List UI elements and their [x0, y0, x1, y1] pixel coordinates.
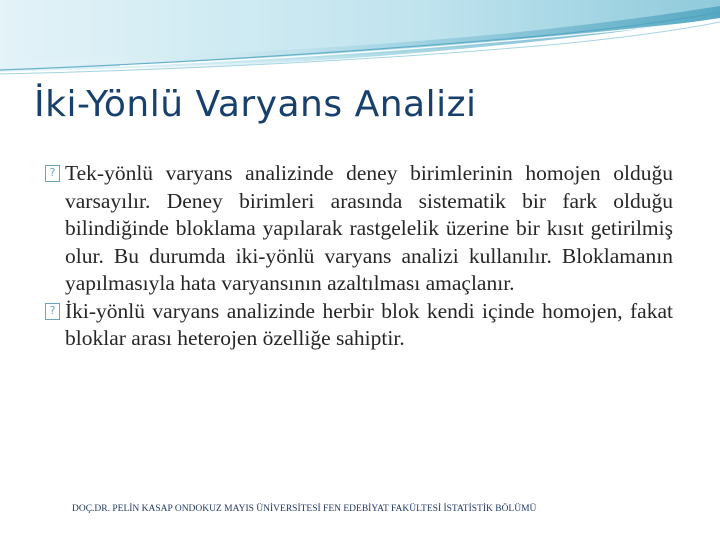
slide-footer: DOÇ.DR. PELİN KASAP ONDOKUZ MAYIS ÜNİVERSİTESİ FEN EDEBİYAT FAKÜLTESİ İSTATİSTİK BÖLÜMÜ — [72, 504, 537, 514]
bullet-item — [45, 160, 673, 298]
bullet-text: İki-yönlü varyans analizinde herbir blok kendi içinde homojen, fakat bloklar arası heterojen özelliğe sahiptir. — [65, 298, 673, 350]
bullet-text: Tek-yönlü varyans analizinde deney birimlerinin homojen olduğu varsayılır. Deney birimleri arasında sistematik bir fark olduğu bilindiğinde bloklama yapılarak rastgelelik üzerine bir kısıt getirilmiş olur. Bu durumda iki-yönlü varyans analizi kullanılır. Bloklamanın yapılmasıyla hata varyansının azaltılması amaçlanır. — [65, 161, 673, 295]
header-wave-decoration — [0, 0, 720, 90]
square-bullet-icon: ? — [45, 303, 60, 320]
slide-title: İki-Yönlü Varyans Analizi — [34, 84, 477, 125]
slide-body — [45, 160, 673, 353]
bullet-item — [45, 298, 673, 353]
square-bullet-icon: ? — [45, 165, 60, 182]
